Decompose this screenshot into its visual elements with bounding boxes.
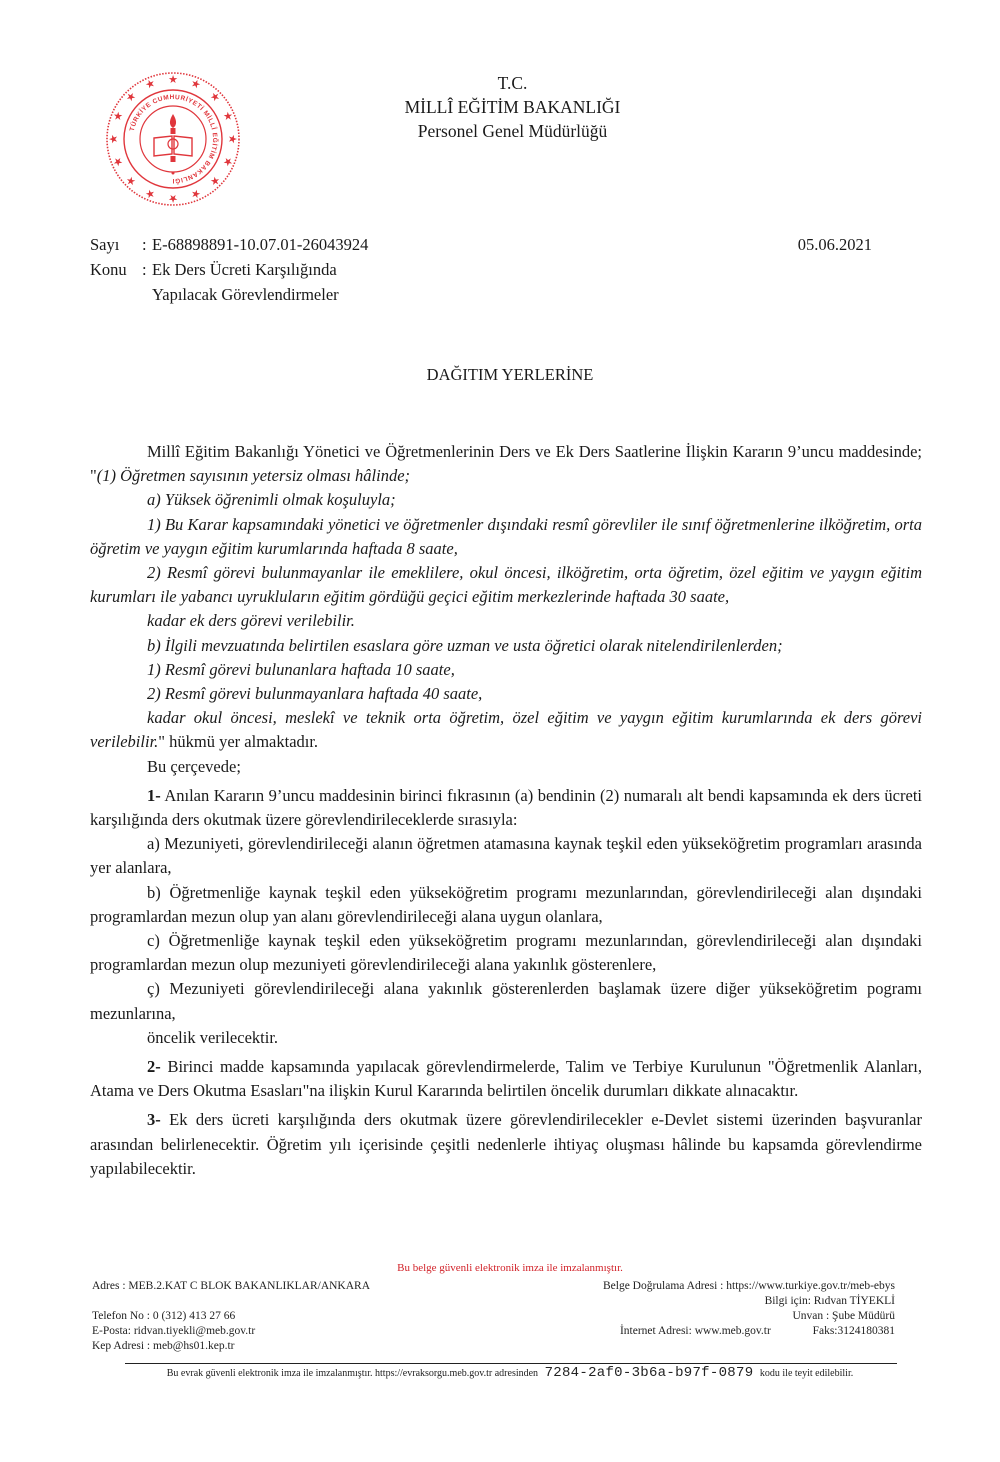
svg-text:★: ★	[206, 89, 223, 106]
sayi-row	[90, 232, 905, 257]
svg-text:★: ★	[123, 172, 140, 189]
footer-kep[interactable]: Kep Adresi : meb@hs01.kep.tr	[92, 1340, 235, 1352]
clause-a-text: a) Yüksek öğrenimli olmak koşuluyla;	[147, 490, 396, 510]
konu-label: Konu	[90, 260, 127, 279]
item-1-text: Anılan Kararın 9’uncu maddesinin birinci fıkrasının (a) bendinin (2) numaralı alt bendi kapsamında ek ders ücreti karşılığında ders okutmak üzere görevlendirileceklerde sırasıyla:	[90, 785, 922, 830]
clause-b-end	[90, 706, 922, 754]
clause-b1-text: 1) Resmî görevi bulunanlara haftada 10 saate,	[147, 659, 455, 679]
item-3-number: 3-	[147, 1110, 161, 1130]
evrak-suffix: kodu ile teyit edilebilir.	[759, 1368, 854, 1379]
svg-text:★: ★	[220, 109, 235, 124]
svg-text:★: ★	[188, 186, 203, 201]
footer-contact-left	[92, 1279, 370, 1354]
svg-text:TÜRKİYE CUMHURİYETİ MİLLÎ EĞİT: TÜRKİYE CUMHURİYETİ MİLLÎ EĞİTİM BAKANLIĞI	[128, 93, 219, 185]
header-ministry: MİLLÎ EĞİTİM BAKANLIĞI	[404, 97, 621, 117]
sayi-colon: :	[142, 235, 147, 254]
footer-title: Unvan : Şube Müdürü	[792, 1310, 895, 1322]
footer-divider	[125, 1363, 897, 1364]
clause-a2-text: 2) Resmî görevi bulunmayanlar ile emeklilere, okul öncesi, ilköğretim, orta öğretim, özel eğitim ve yaygın eğitim kurumları ile yabancı uyrukluların eğitim gördüğü geçici eğitim merkezlerinde haftada 30 saate,	[90, 563, 922, 607]
clause-b-text: b) İlgili mevzuatında belirtilen esaslara göre uzman ve usta öğretici olarak nitelendirilenlerden;	[147, 635, 783, 655]
footer-fax: Faks:3124180381	[812, 1325, 895, 1337]
item-1-b: b) Öğretmenliğe kaynak teşkil eden yükseköğretim programı mezunlarından, görevlendirileceği alan dışındaki programlardan mezun olup yan alanı görevlendirileceği alana uygun olanlara,	[90, 882, 922, 926]
letter-meta	[90, 232, 905, 307]
footer-web-fax	[603, 1324, 895, 1339]
svg-text:★: ★	[143, 77, 158, 92]
item-2	[90, 1055, 922, 1103]
document-verification-line	[10, 1365, 1000, 1381]
svg-text:★: ★	[143, 186, 158, 201]
verification-code: 7284-2af0-3b6a-b97f-0879	[544, 1365, 754, 1381]
clause-b	[90, 634, 922, 658]
item-1-a: a) Mezuniyeti, görevlendirileceği alanın öğretmen atamasına kaynak teşkil eden yükseköğretim programları arasında yer alanlara,	[90, 834, 922, 878]
clause-a2	[90, 561, 922, 609]
intro-quote: (1) Öğretmen sayısının yetersiz olması hâlinde;	[96, 466, 411, 486]
intro-text: Millî Eğitim Bakanlığı Yönetici ve Öğretmenlerinin Ders ve Ek Ders Saatlerine İlişkin Kararın 9’uncu maddesinde; "	[90, 442, 922, 486]
footer-internet[interactable]: İnternet Adresi: www.meb.gov.tr	[619, 1325, 771, 1337]
item-2-text: Birinci madde kapsamında yapılacak görevlendirmelerde, Talim ve Terbiye Kurulunun "Öğretmenlik Alanları, Atama ve Ders Okutma Esasları"na ilişkin Kurul Kararında belirtilen öncelik durumları dikkate alınacaktır.	[90, 1057, 922, 1101]
footer-info: Bilgi için: Rıdvan TİYEKLİ	[764, 1295, 895, 1307]
item-1	[90, 784, 922, 832]
clause-a1	[90, 513, 922, 561]
footer-address: Adres : MEB.2.KAT C BLOK BAKANLIKLAR/ANKARA	[92, 1280, 371, 1292]
item-3-text: Ek ders ücreti karşılığında ders okutmak üzere görevlendirilecekler e-Devlet sistemi üzerinden başvuranlar arasından belirlenecektir. Öğretim yılı içerisinde çeşitli nedenlerle ihtiyaç oluşması hâlinde bu kapsamda görevlendirme yapılabilecektir.	[90, 1110, 922, 1178]
letter-date: 05.06.2021	[797, 235, 872, 254]
svg-text:★: ★	[168, 192, 178, 204]
footer-verify-address[interactable]: Belge Doğrulama Adresi : https://www.turkiye.gov.tr/meb-ebys	[602, 1280, 895, 1292]
footer-phone: Telefon No : 0 (312) 413 27 66	[92, 1310, 236, 1322]
konu-colon: :	[142, 260, 147, 279]
item-2-number: 2-	[147, 1057, 161, 1077]
header-tc: T.C.	[497, 73, 528, 93]
svg-text:★: ★	[111, 109, 126, 124]
svg-text:★: ★	[108, 134, 120, 144]
clause-a1-text: 1) Bu Karar kapsamındaki yönetici ve öğretmenler dışındaki resmî görevliler ile sınıf öğretmenlerine ilköğretim, orta öğretim ve yaygın eğitim kurumlarında haftada 8 saate,	[90, 514, 922, 558]
clause-b1	[90, 658, 922, 682]
footer-contact-right	[603, 1279, 895, 1339]
svg-text:★: ★	[220, 154, 235, 169]
item-1-end: öncelik verilecektir.	[147, 1027, 279, 1047]
frame-paragraph: Bu çerçevede;	[147, 756, 241, 776]
header-department: Personel Genel Müdürlüğü	[417, 121, 608, 141]
svg-text:★: ★	[206, 172, 223, 189]
clause-a-end-text: kadar ek ders görevi verilebilir.	[147, 611, 355, 631]
svg-text:★: ★	[123, 89, 140, 106]
letter-body	[90, 440, 922, 1181]
svg-text:★: ★	[168, 74, 178, 86]
clause-b-end-italic: kadar okul öncesi, meslekî ve teknik orta öğretim, özel eğitim ve yaygın eğitim kurumlarında ek ders görevi verilebilir.	[90, 708, 922, 752]
konu-row	[90, 257, 905, 282]
item-3	[90, 1108, 922, 1181]
svg-text:★: ★	[226, 134, 238, 144]
clause-a	[90, 488, 922, 512]
svg-text:★: ★	[188, 77, 203, 92]
evrak-prefix: Bu evrak güvenli elektronik imza ile imzalanmıştır. https://evraksorgu.meb.gov.tr adresinden	[166, 1368, 539, 1379]
item-1-number: 1-	[147, 785, 161, 805]
footer-email[interactable]: E-Posta: ridvan.tiyekli@meb.gov.tr	[92, 1325, 256, 1337]
konu-value-line2: Yapılacak Görevlendirmeler	[152, 285, 339, 304]
item-1-cc: ç) Mezuniyeti görevlendirileceği alana yakınlık gösterenlerden başlamak üzere diğer yükseköğretim pogramı mezunlarına,	[90, 979, 922, 1023]
clause-b2-text: 2) Resmî görevi bulunmayanlara haftada 40 saate,	[147, 684, 483, 704]
letterhead	[0, 71, 1000, 143]
e-signature-note: Bu belge güvenli elektronik imza ile imzalanmıştır.	[397, 1262, 623, 1274]
intro-paragraph	[90, 440, 922, 488]
clause-b-end-plain: " hükmü yer almaktadır.	[158, 732, 319, 752]
konu-value-line1: Ek Ders Ücreti Karşılığında	[152, 260, 337, 279]
sayi-label: Sayı	[90, 235, 120, 254]
sayi-value: E-68898891-10.07.01-26043924	[152, 235, 369, 254]
item-1-c: c) Öğretmenliğe kaynak teşkil eden yükseköğretim programı mezunlarından, görevlendirileceği alan dışındaki programlardan mezun olup mezuniyeti görevlendirileceği alana yakınlık gösterenlere,	[90, 931, 922, 975]
svg-text:★: ★	[111, 154, 126, 169]
clause-b2	[90, 682, 922, 706]
distribution-heading: DAĞITIM YERLERİNE	[426, 365, 594, 384]
clause-a-end	[90, 609, 922, 633]
